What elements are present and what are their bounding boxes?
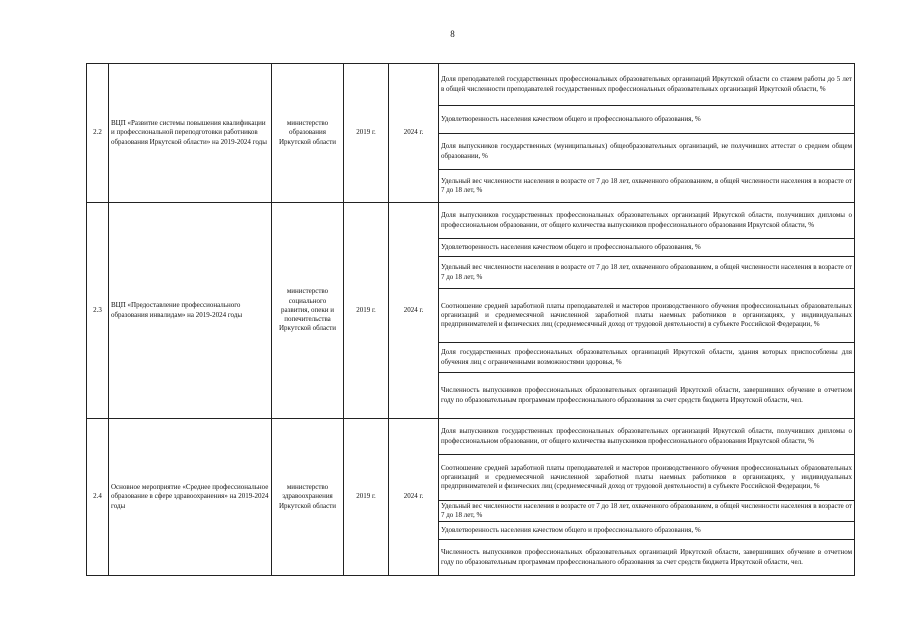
indicator-cell: Удовлетворенность населения качеством общего и профессионального образования, % — [439, 522, 855, 540]
section-executor: министерство социального развития, опеки и попечительства Иркутской области — [272, 203, 344, 419]
section-end-year: 2024 г. — [389, 203, 439, 419]
table-row — [87, 64, 855, 106]
table-row — [87, 419, 855, 455]
section-name: Основное мероприятие «Среднее профессиональное образование в сфере здравоохранения» на 2019-2024 годы — [109, 419, 272, 576]
section-number: 2.3 — [87, 203, 109, 419]
section-executor: министерство образования Иркутской области — [272, 64, 344, 203]
section-number: 2.4 — [87, 419, 109, 576]
section-number: 2.2 — [87, 64, 109, 203]
indicator-cell: Доля выпускников государственных профессиональных образовательных организаций Иркутской области, получивших дипломы о профессиональном образовании, от общего количества выпускников профессионального образования Иркутской области, % — [439, 203, 855, 239]
indicator-cell: Доля выпускников государственных профессиональных образовательных организаций Иркутской области, получивших дипломы о профессиональном образовании, от общего количества выпускников профессионального образования Иркутской области, % — [439, 419, 855, 455]
table-row — [87, 203, 855, 239]
indicator-cell: Соотношение средней заработной платы преподавателей и мастеров производственного обучения профессиональных образовательных организаций и среднемесячной начисленной заработной платы наемных работников в организациях, у индивидуальных предпринимателей и физических лиц (среднемесячный доход от трудовой деятельности) в субъекте Российской Федерации, % — [439, 455, 855, 501]
section-end-year: 2024 г. — [389, 419, 439, 576]
indicator-cell: Численность выпускников профессиональных образовательных организаций Иркутской области, завершивших обучение в отчетном году по образовательным программам профессионального образования за счет средств бюджета Иркутской области, чел. — [439, 373, 855, 419]
indicator-cell: Численность выпускников профессиональных образовательных организаций Иркутской области, завершивших обучение в отчетном году по образовательным программам профессионального образования за счет средств бюджета Иркутской области, чел. — [439, 540, 855, 576]
section-executor: министерство здравоохранения Иркутской области — [272, 419, 344, 576]
indicator-cell: Удельный вес численности населения в возрасте от 7 до 18 лет, охваченного образованием, в общей численности населения в возрасте от 7 до 18 лет, % — [439, 501, 855, 522]
indicator-cell: Доля выпускников государственных (муниципальных) общеобразовательных организаций, не получивших аттестат о среднем общем образовании, % — [439, 134, 855, 170]
indicator-cell: Удельный вес численности населения в возрасте от 7 до 18 лет, охваченного образованием, в общей численности населения в возрасте от 7 до 18 лет, % — [439, 170, 855, 203]
section-end-year: 2024 г. — [389, 64, 439, 203]
indicator-cell: Удельный вес численности населения в возрасте от 7 до 18 лет, охваченного образованием, в общей численности населения в возрасте от 7 до 18 лет, % — [439, 257, 855, 289]
indicator-cell: Удовлетворенность населения качеством общего и профессионального образования, % — [439, 106, 855, 134]
page-number: 8 — [450, 29, 455, 39]
program-table — [86, 63, 855, 576]
indicator-cell: Доля государственных профессиональных образовательных организаций Иркутской области, здания которых приспособлены для обучения лиц с ограниченными возможностями здоровья, % — [439, 343, 855, 373]
section-name: ВЦП «Развитие системы повышения квалификации и профессиональной переподготовки работников образования Иркутской области» на 2019-2024 годы — [109, 64, 272, 203]
section-name: ВЦП «Предоставление профессионального образования инвалидам» на 2019-2024 годы — [109, 203, 272, 419]
section-start-year: 2019 г. — [344, 419, 389, 576]
indicator-cell: Доля преподавателей государственных профессиональных образовательных организаций Иркутской области со стажем работы до 5 лет в общей численности преподавателей государственных профессиональных образовательных организаций Иркутской области, % — [439, 64, 855, 106]
indicator-cell: Соотношение средней заработной платы преподавателей и мастеров производственного обучения профессиональных образовательных организаций и среднемесячной начисленной заработной платы наемных работников в организациях, у индивидуальных предпринимателей и физических лиц (среднемесячный доход от трудовой деятельности) в субъекте Российской Федерации, % — [439, 289, 855, 343]
section-start-year: 2019 г. — [344, 203, 389, 419]
section-start-year: 2019 г. — [344, 64, 389, 203]
indicator-cell: Удовлетворенность населения качеством общего и профессионального образования, % — [439, 239, 855, 257]
